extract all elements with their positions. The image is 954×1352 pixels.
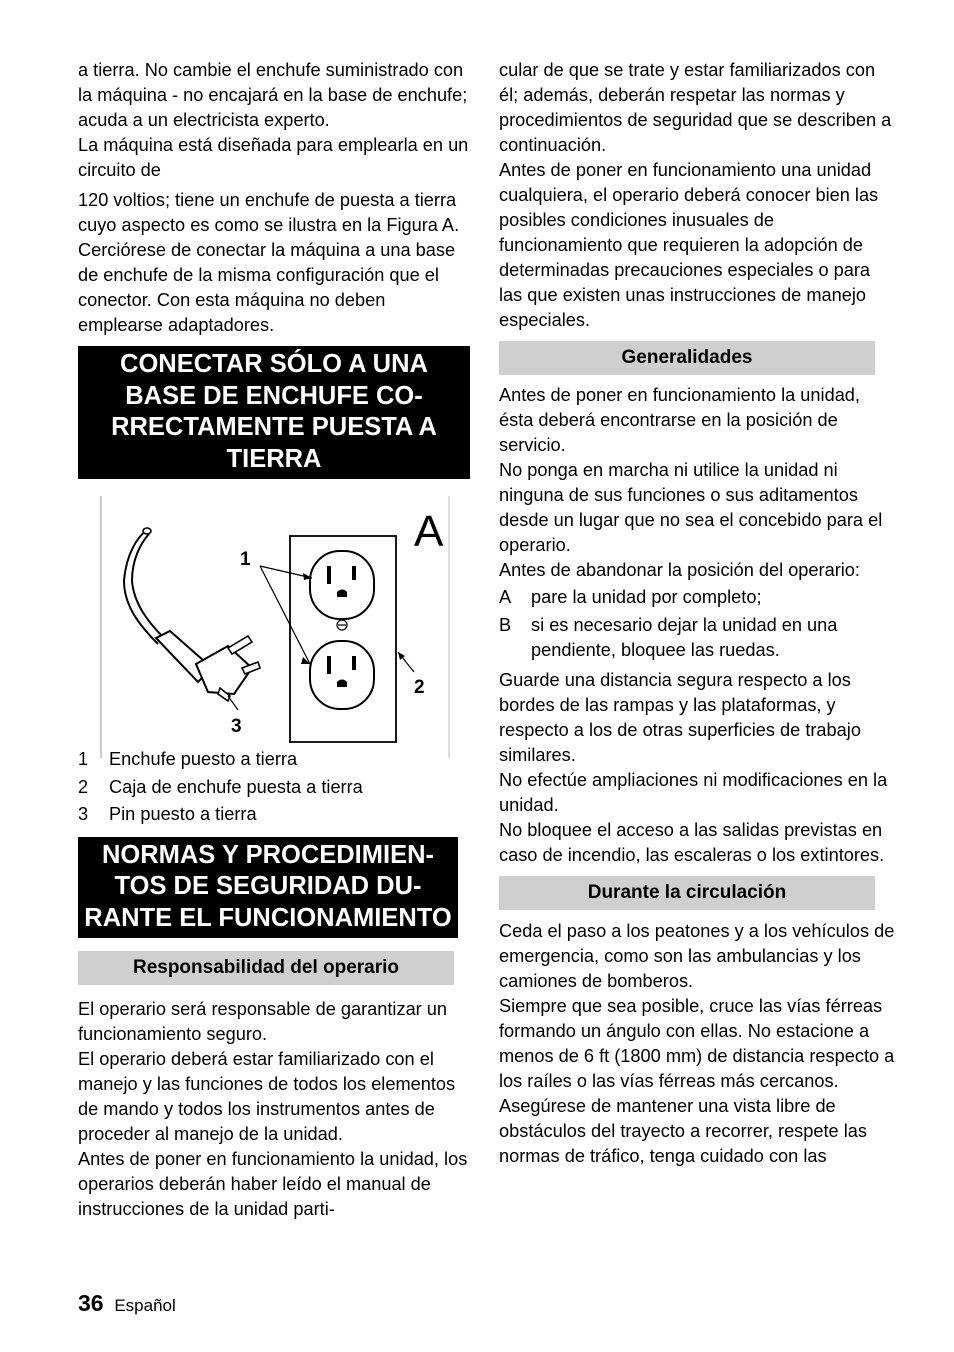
paragraph: cular de que se trate y estar familiarizados con él; además, deberán respetar las normas y procedimientos de seguridad que se describen a continuación.: [499, 60, 892, 155]
paragraph: La máquina está diseñada para emplearla en un circuito de: [78, 135, 469, 180]
paragraph: Antes de abandonar la posición del operario:: [499, 560, 860, 580]
page-number: 36: [78, 1290, 104, 1316]
warning-heading: CONECTAR SÓLO A UNA BASE DE ENCHUFE CO-RRECTAMENTE PUESTA A TIERRA: [78, 346, 470, 479]
paragraph: El operario deberá estar familiarizado con el manejo y las funciones de todos los elementos de mando y todos los instrumentos antes de proceder al manejo de la unidad.: [78, 1049, 456, 1144]
callout-1: 1: [240, 549, 251, 570]
precaution-list: [499, 585, 895, 663]
right-column: [499, 58, 895, 1169]
paragraph: No ponga en marcha ni utilice la unidad ni ninguna de sus funciones o sus aditamentos desde un lugar que no sea el concebido para el operario.: [499, 460, 883, 555]
grounded-plug-illustration: [100, 496, 450, 758]
paragraph: Antes de poner en funcionamiento una unidad cualquiera, el operario deberá conocer bien las posibles condiciones inusuales de funcionamiento que requieren la adopción de determinadas precauciones especiales o para las que existen unas instrucciones de manejo especiales.: [499, 160, 879, 330]
page-footer: [78, 1290, 176, 1317]
paragraph: Guarde una distancia segura respecto a los bordes de las rampas y las plataformas, y respecto a los de otras superficies de trabajo similares.: [499, 670, 861, 765]
paragraph: Antes de poner en funcionamiento la unidad, los operarios deberán haber leído el manual de instrucciones de la unidad parti-: [78, 1149, 468, 1219]
legend-item: 3 Pin puesto a tierra: [78, 804, 257, 824]
left-column: [78, 58, 470, 1222]
paragraph: Asegúrese de mantener una vista libre de obstáculos del trayecto a recorrer, respete las normas de tráfico, tenga cuidado con las: [499, 1096, 867, 1166]
callout-2: 2: [414, 677, 425, 698]
subheading-driving: Durante la circulación: [499, 876, 875, 910]
paragraph: 120 voltios; tiene un enchufe de puesta a tierra cuyo aspecto es como se ilustra en la Figura A. Cerciórese de conectar la máquina a una base de enchufe de la misma configuración que el conector. Con esta máquina no deben emplearse adaptadores.: [78, 190, 460, 335]
paragraph: a tierra. No cambie el enchufe suministrado con la máquina - no encajará en la base de enchufe; acuda a un electricista experto.: [78, 60, 468, 130]
paragraph: No efectúe ampliaciones ni modificaciones en la unidad.: [499, 770, 888, 815]
paragraph: Ceda el paso a los peatones y a los vehículos de emergencia, como son las ambulancias y los camiones de bomberos.: [499, 921, 895, 991]
paragraph: No bloquee el acceso a las salidas previstas en caso de incendio, las escaleras o los extintores.: [499, 820, 885, 865]
subheading-general: Generalidades: [499, 341, 875, 375]
list-item: B si es necesario dejar la unidad en una pendiente, bloquee las ruedas.: [499, 615, 838, 660]
paragraph: Antes de poner en funcionamiento la unidad, ésta deberá encontrarse en la posición de servicio.: [499, 385, 860, 455]
paragraph: Siempre que sea posible, cruce las vías férreas formando un ángulo con ellas. No estacione a menos de 6 ft (1800 mm) de distancia respecto a los raíles o las vías férreas más cercanos.: [499, 996, 895, 1091]
callout-3: 3: [231, 716, 242, 737]
figure-legend: [78, 746, 470, 829]
paragraph: El operario será responsable de garantizar un funcionamiento seguro.: [78, 999, 448, 1044]
legend-item: 2 Caja de enchufe puesta a tierra: [78, 776, 363, 797]
figure-letter: A: [414, 507, 444, 556]
section-heading: NORMAS Y PROCEDIMIEN-TOS DE SEGURIDAD DU-RANTE EL FUNCIONAMIENTO: [78, 837, 458, 939]
footer-language: Español: [114, 1296, 176, 1315]
legend-item: 1 Enchufe puesto a tierra: [78, 749, 298, 769]
subheading-operator: Responsabilidad del operario: [78, 951, 454, 985]
list-item: A pare la unidad por completo;: [499, 587, 762, 607]
outlet-figure: [100, 496, 450, 758]
